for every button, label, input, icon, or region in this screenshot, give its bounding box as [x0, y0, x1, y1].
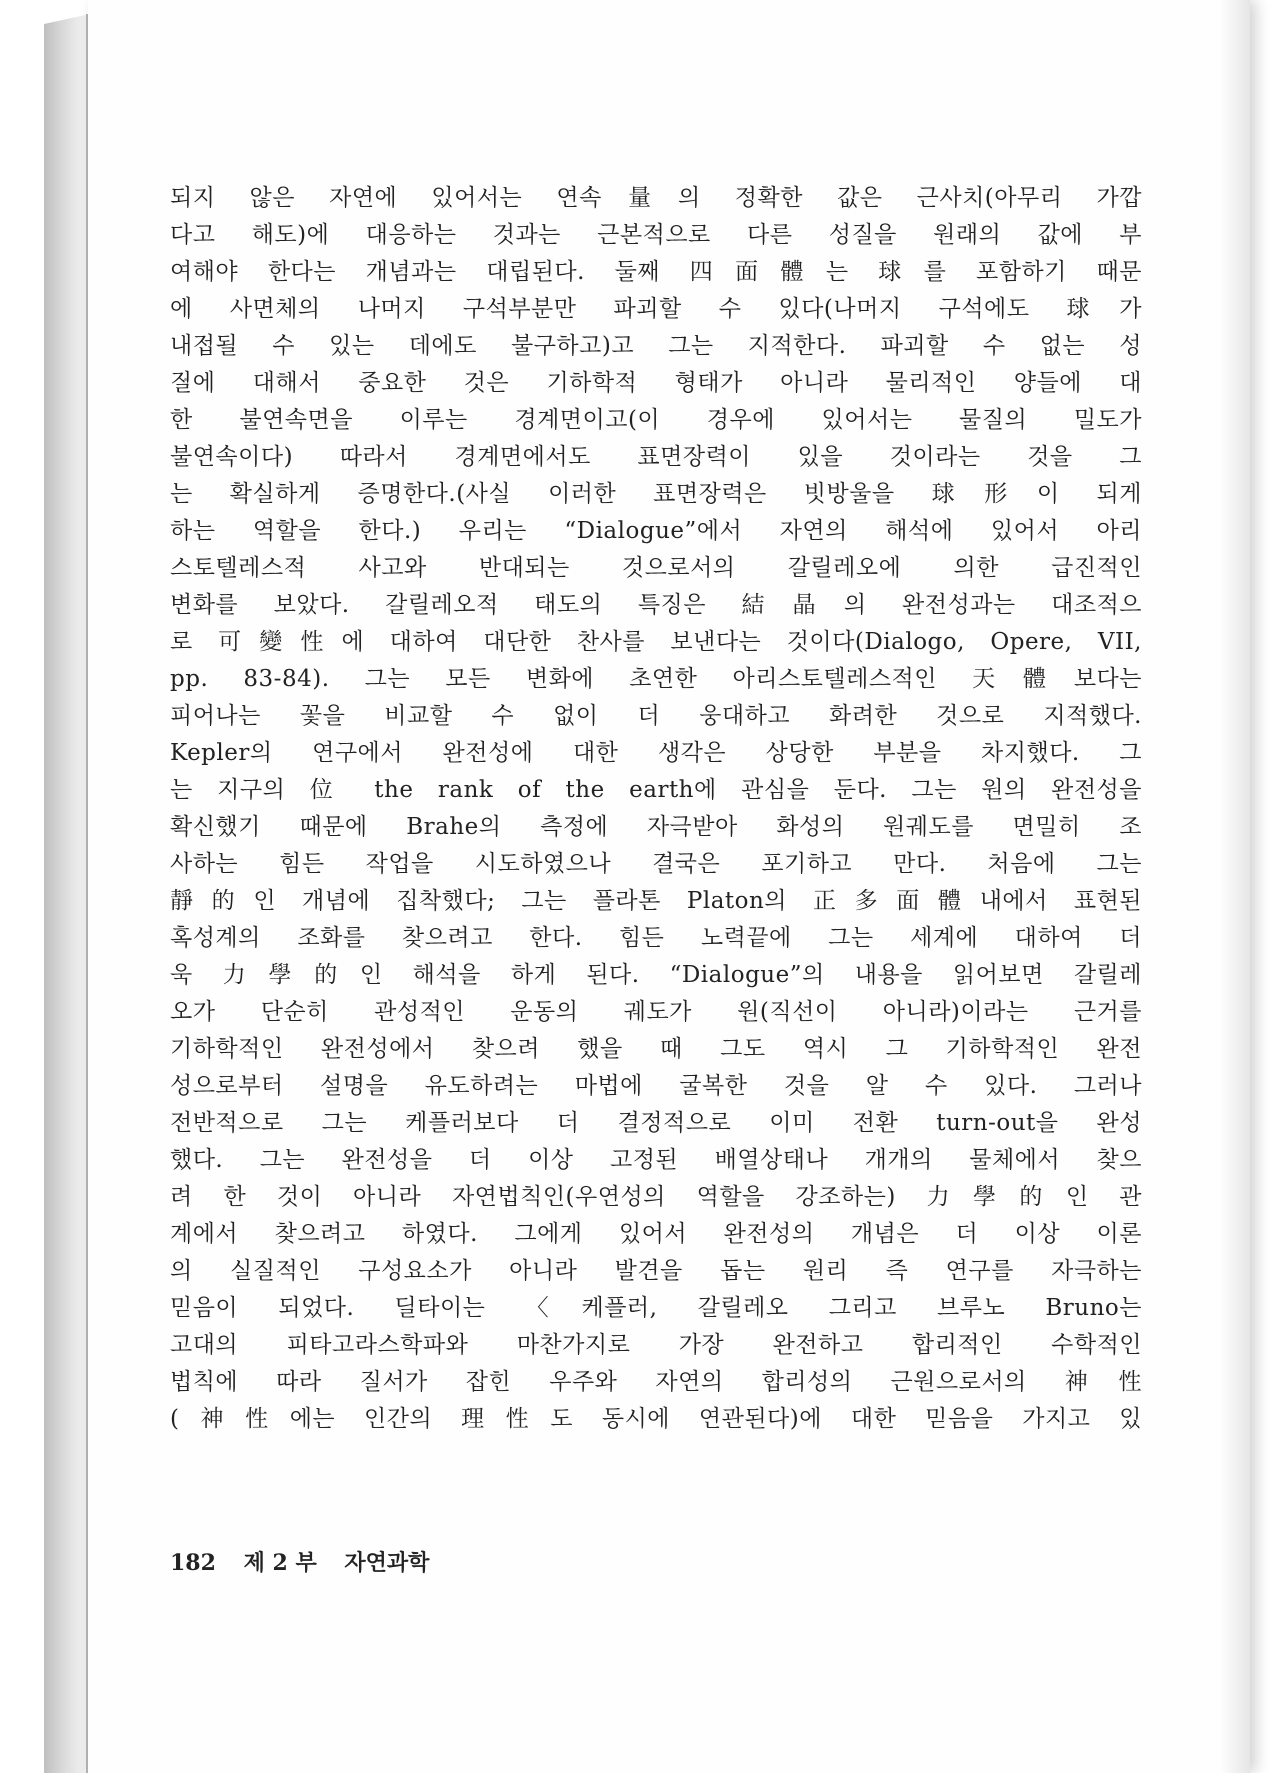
- text-line: 하는 역할을 한다.) 우리는 “Dialogue”에서 자연의 해석에 있어서 아리: [170, 518, 1142, 544]
- text-line: Kepler의 연구에서 완전성에 대한 생각은 상당한 부분을 차지했다. 그: [170, 740, 1142, 766]
- text-line: 되지 않은 자연에 있어서는 연속量의 정확한 값은 근사치(아무리 가깝: [170, 185, 1142, 211]
- text-line: 확신했기 때문에 Brahe의 측정에 자극받아 화성의 원궤도를 면밀히 조: [170, 814, 1142, 840]
- text-line: 전반적으로 그는 케플러보다 더 결정적으로 이미 전환 turn-out을 완성: [170, 1110, 1142, 1136]
- text-line: 스토텔레스적 사고와 반대되는 것으로서의 갈릴레오에 의한 급진적인: [170, 555, 1142, 581]
- text-line: 질에 대해서 중요한 것은 기하학적 형태가 아니라 물리적인 양들에 대: [170, 370, 1142, 396]
- footer-part: 제 2 부: [243, 1550, 317, 1576]
- book-spine-edge: [44, 14, 90, 1773]
- text-line: 고대의 피타고라스학파와 마찬가지로 가장 완전하고 합리적인 수학적인: [170, 1332, 1142, 1358]
- body-text: [170, 180, 1142, 1438]
- text-line: 계에서 찾으려고 하였다. 그에게 있어서 완전성의 개념은 더 이상 이론: [170, 1221, 1142, 1247]
- text-line: 기하학적인 완전성에서 찾으려 했을 때 그도 역시 그 기하학적인 완전: [170, 1036, 1142, 1062]
- text-line: 피어나는 꽃을 비교할 수 없이 더 웅대하고 화려한 것으로 지적했다.: [170, 703, 1142, 729]
- text-line: 여해야 한다는 개념과는 대립된다. 둘째 四面體는 球를 포함하기 때문: [170, 259, 1142, 285]
- text-line: 는 확실하게 증명한다.(사실 이러한 표면장력은 빗방울을 球形이 되게: [170, 481, 1142, 507]
- text-line: 다고 해도)에 대응하는 것과는 근본적으로 다른 성질을 원래의 값에 부: [170, 222, 1142, 248]
- text-line: 는 지구의 位 the rank of the earth에 관심을 둔다. 그는 원의 완전성을: [170, 777, 1142, 803]
- text-line: 로 可變性에 대하여 대단한 찬사를 보낸다는 것이다(Dialogo, Opere, VII,: [170, 629, 1142, 655]
- page-footer: [170, 1546, 449, 1577]
- text-line: 내접될 수 있는 데에도 불구하고)고 그는 지적한다. 파괴할 수 없는 성: [170, 333, 1142, 359]
- text-line: (神性에는 인간의 理性도 동시에 연관된다)에 대한 믿음을 가지고 있: [170, 1406, 1142, 1432]
- text-line: 에 사면체의 나머지 구석부분만 파괴할 수 있다(나머지 구석에도 球가: [170, 296, 1142, 322]
- text-line: 오가 단순히 관성적인 운동의 궤도가 원(직선이 아니라)이라는 근거를: [170, 999, 1142, 1025]
- text-line: 사하는 힘든 작업을 시도하였으나 결국은 포기하고 만다. 처음에 그는: [170, 851, 1142, 877]
- page-number: 182: [170, 1550, 216, 1576]
- text-line: 성으로부터 설명을 유도하려는 마법에 굴복한 것을 알 수 있다. 그러나: [170, 1073, 1142, 1099]
- text-line: 의 실질적인 구성요소가 아니라 발견을 돕는 원리 즉 연구를 자극하는: [170, 1258, 1142, 1284]
- footer-section: 자연과학: [344, 1550, 430, 1576]
- text-line: 한 불연속면을 이루는 경계면이고(이 경우에 있어서는 물질의 밀도가: [170, 407, 1142, 433]
- text-line: 혹성계의 조화를 찾으려고 한다. 힘든 노력끝에 그는 세계에 대하여 더: [170, 925, 1142, 951]
- text-line: 靜的인 개념에 집착했다; 그는 플라톤 Platon의 正多面體내에서 표현된: [170, 888, 1142, 914]
- page-right-shadow: [1220, 0, 1250, 1773]
- text-line: 했다. 그는 완전성을 더 이상 고정된 배열상태나 개개의 물체에서 찾으: [170, 1147, 1142, 1173]
- text-line: pp. 83-84). 그는 모든 변화에 초연한 아리스토텔레스적인 天體보다는: [170, 666, 1142, 692]
- text-line: 법칙에 따라 질서가 잡힌 우주와 자연의 합리성의 근원으로서의 神性: [170, 1369, 1142, 1395]
- text-line: 욱 力學的인 해석을 하게 된다. “Dialogue”의 내용을 읽어보면 갈릴레: [170, 962, 1142, 988]
- text-line: 려 한 것이 아니라 자연법칙인(우연성의 역할을 강조하는) 力學的인 관: [170, 1184, 1142, 1210]
- text-line: 불연속이다) 따라서 경계면에서도 표면장력이 있을 것이라는 것을 그: [170, 444, 1142, 470]
- text-line: 변화를 보았다. 갈릴레오적 태도의 특징은 結晶의 완전성과는 대조적으: [170, 592, 1142, 618]
- text-line: 믿음이 되었다. 딜타이는 〈케플러, 갈릴레오 그리고 브루노 Bruno는: [170, 1295, 1142, 1321]
